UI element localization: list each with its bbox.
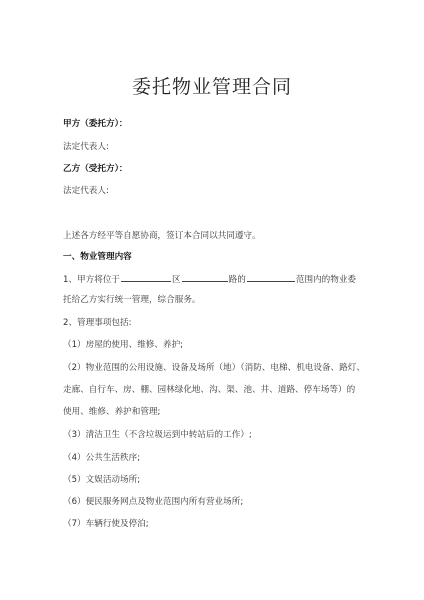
list-item: （5）文娱活动场所; <box>63 475 141 485</box>
list-item: 使用、维修、养护和管理; <box>63 407 161 417</box>
list-item: （3）清洁卫生（不含垃圾运到中转站后的工作）; <box>63 430 252 440</box>
list-item: （7）车辆行使及停泊; <box>63 519 149 529</box>
clause-1-line-2: 托给乙方实行统一管理，综合服务。 <box>63 295 201 305</box>
clause-1-part-1: 1、甲方将位于 <box>63 275 121 285</box>
party-a-label: 甲方（委托方）： <box>63 119 128 129</box>
party-b-label: 乙方（受托方）： <box>63 164 128 174</box>
clause-2-heading: 2、管理事项包括: <box>63 318 132 328</box>
clause-1-part-2: 区 <box>172 275 181 285</box>
road-blank <box>182 272 228 282</box>
list-item: 走廊、自行车、房、棚、园林绿化地、沟、渠、池、井、道路、停车场等）的 <box>63 385 356 395</box>
clause-1-line-1 <box>63 272 356 286</box>
party-b-representative: 法定代表人: <box>63 186 109 196</box>
clause-1-part-4: 范围内的物业委 <box>295 275 357 285</box>
document-title: 委托物业管理合同 <box>131 76 292 98</box>
area-blank <box>247 272 295 282</box>
list-item: （1）房屋的使用、维修、养护; <box>63 340 184 350</box>
party-a-representative: 法定代表人: <box>63 142 109 152</box>
clause-1-part-3: 路的 <box>228 275 246 285</box>
section-1-heading: 一、物业管理内容 <box>63 252 132 262</box>
district-blank <box>121 272 171 282</box>
list-item: （4）公共生活秩序; <box>63 453 141 463</box>
list-item: （6）便民服务网点及物业范围内所有营业场所; <box>63 497 244 507</box>
list-item: （2）物业范围的公用设施、设备及场所（地）（消防、电梯、机电设备、路灯、 <box>63 363 365 373</box>
preamble-text: 上述各方经平等自愿协商，签订本合同以共同遵守。 <box>63 231 261 241</box>
